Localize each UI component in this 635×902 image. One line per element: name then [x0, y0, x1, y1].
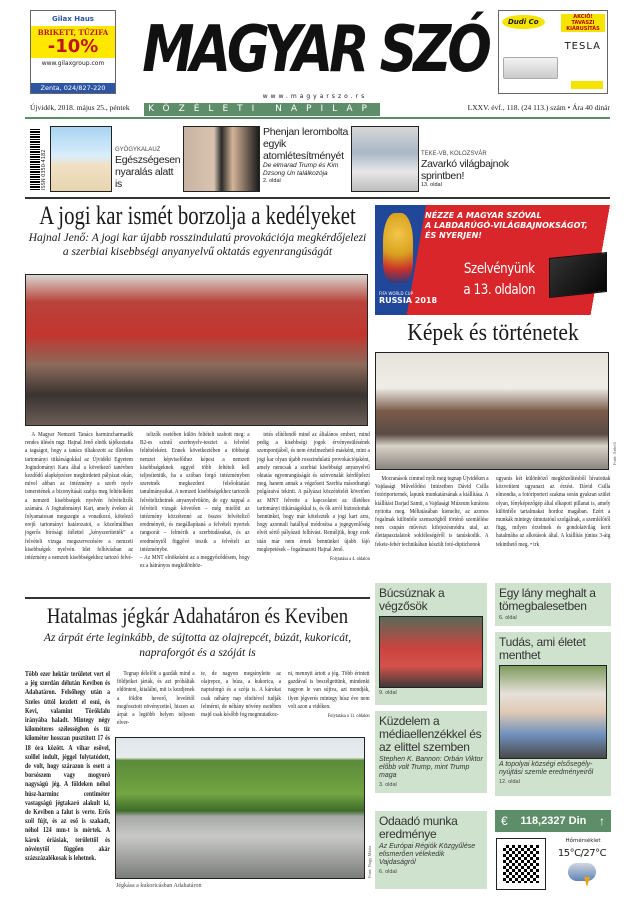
trump-kim-photo[interactable]	[183, 126, 260, 192]
bowling-photo[interactable]	[351, 126, 419, 192]
arrow-up-icon: ↑	[599, 814, 605, 828]
box-accident[interactable]	[495, 583, 611, 626]
worldcup-promo[interactable]	[375, 205, 611, 315]
stories-body-col1: Mocranások címmel nyílt meg tegnap Újvidéken a Vajdasági Művelődési Intézetben Dávid Csilla fotóriporternek, lapunk munkatársának a kiállítása. A kiállítást Darjad Samii, a Vajdasági Múzeum kurátora nyitotta meg. Méltatásában kiemelte, az azonos fogalmak különféle szemszögből történő szemlélése nem csupán művészi kifejezésmódra utal, az élettapasztalatok sokféleségéről is tanúskodik. A fekete-fehér technikában készült fotó-diptichonok	[375, 475, 489, 548]
barcode-text: ISSN 0350-4182	[41, 149, 47, 190]
stories-headline[interactable]: Képek és történetek	[407, 320, 579, 346]
masthead-url[interactable]: www.magyarszo.rs	[262, 93, 368, 100]
box-sub: Az Európai Régiók Közgyűlése elismerően vélekedik Vajdaságról	[379, 843, 476, 866]
box-page: 6. oldal	[379, 869, 397, 875]
worldcup-badge: FIFA WORLD CUP RUSSIA 2018	[379, 291, 438, 305]
ad-promo: AKCIÓ! TAVASZI KIÁRUSÍTÁS	[561, 14, 605, 32]
exhibition-photo[interactable]	[375, 352, 609, 470]
weather-temps: 15°C/27°C	[557, 848, 607, 859]
ad-contact: Zenta, 024/827-220	[31, 83, 115, 93]
ad-dudico[interactable]	[498, 10, 608, 94]
issue-info: LXXV. évf., 118. (24 113.) szám • Ára 40 dinár	[467, 103, 610, 112]
second-headline[interactable]: Hatalmas jégkár Adahatáron és Keviben	[46, 603, 349, 628]
barcode	[30, 128, 40, 190]
ad-brand-right: Dudi Co	[502, 15, 545, 29]
worldcup-trophy-icon	[383, 213, 413, 283]
ad-line1: BRIKETT, TŰZIFA	[37, 28, 109, 37]
dateline: Újvidék, 2018. május 25., péntek	[30, 103, 130, 112]
second-continued[interactable]: Folytatása a 11. oldalon	[327, 713, 370, 720]
stories-body-col2: ugyanis két különböző megközelítésből hívatottak közvetíteni ugyanazt az érzést. Dávid Csilla elmondta, a fotóriporteri szakma során gyakran szület olyan, fényképezőgép által elkapott pillanat is, amely különféle tartalmakat hordoz magában. Ezért a munkák mintegy útmutatóul szolgálnak, a szemlélőtől függ, milyen érzelmek és gondolatvilág kerít hatalmába az alkotások által. A kiállítás június 3-áig tekinthető meg. • trk	[496, 475, 611, 548]
box-page: 12. oldal	[499, 779, 520, 785]
teaser-page: 2. oldal	[263, 178, 281, 184]
ad-discount: -10%	[47, 36, 99, 57]
tv-icon	[549, 252, 607, 298]
ad-brand: Gilax Haus	[52, 15, 94, 23]
promo-headline: NÉZZE A MAGYAR SZÓVAL A LABDARÚGÓ-VILÁGBAJNOKSÁGOT, ÉS NYERJEN!	[425, 211, 588, 240]
ad-web: www.gilaxgroup.com	[41, 60, 105, 67]
beach-family-photo[interactable]	[50, 126, 112, 192]
ad-yellow	[31, 26, 115, 58]
ad-product: TESLA	[564, 41, 601, 52]
rate-value: 118,2327 Din	[520, 815, 587, 827]
lightning-icon	[584, 877, 590, 887]
qr-code[interactable]	[496, 838, 546, 890]
box-title: Odaadó munka eredménye	[379, 814, 458, 841]
ad-gilax[interactable]	[30, 10, 116, 94]
teaser-kicker: TEKE-VB, KOLOZSVÁR	[421, 151, 487, 157]
box-bannon[interactable]	[375, 711, 487, 793]
second-body-col3: te, de nagyon megsínylette az olajrepce, a búza, a kukorica, a napraforgó és a szója is. A károkat csak néhány nap elteltével tudják felmérni, de néhány növény esetében majd csak később fog megmutatkoz-	[201, 670, 281, 719]
teaser-title: Phenjan lerombolta egyik atomlétesítményét	[263, 126, 349, 162]
lead-continued[interactable]: Folytatása a 4. oldalon	[329, 556, 370, 563]
teaser-title: Egészségesen nyaralás alatt is	[115, 154, 181, 190]
teaser-pyongyang[interactable]	[263, 126, 349, 185]
box-title: Egy lány meghalt a tömegbalesetben	[499, 586, 596, 613]
teaser-bowling[interactable]	[421, 150, 531, 189]
masthead-title: MAGYAR SZÓ	[142, 13, 488, 87]
box-page: 3. oldal	[379, 782, 397, 788]
stories-credit: Fotó: Ardelli	[612, 441, 617, 465]
lead-body-col1: A Magyar Nemzeti Tanács harmincharmadik rendes ülésén mgr. Hajnal Jenő elnök tájékoztatta a tagságot, hogy a tanács tiltakozott az illetékes tartományi titkárságokkal az Újvidéki Egyetem Jogtudományi Kara által a következő tanévben kezdődő alapképzésre meghirdetett pályázat okán, mivel abban az intézmény a szerb nyelv ismeretének a bizonyítását szabja meg feltételként a nemzeti kisebbségek nyelvén felvételizők számára. A Jogtudományi Kart, amely éveken át folyamatosan megszegte a vonatkozó, kötelező erejű tartományi határozatot, a közelmúltban jogerős bírósági ítélettel „kényszerítették” a felvételi vizsga megszervezésére a nemzeti kisebbségek nyelvén. Idei felhívásban az intézmény a nemzeti kisebbségekhez tartozó felvé-	[25, 431, 133, 562]
air-conditioner-image	[503, 57, 558, 79]
box-page: 6. oldal	[499, 615, 517, 621]
storm-cloud-icon	[568, 863, 596, 881]
divider	[25, 197, 610, 199]
box-graduates[interactable]	[375, 583, 487, 705]
box-sub: Stephen K. Bannon: Orbán Viktor előbb volt Trump, mint Trump maga	[379, 756, 483, 779]
box-title: Tudás, ami életet menthet	[499, 635, 586, 662]
box-title: Küzdelem a médiaellenzékkel és az elittel szemben	[379, 714, 482, 754]
photo-credit: Fotó: Nagy Mária	[367, 845, 372, 878]
lead-subhead: Hajnal Jenő: A jogi kar újabb rosszindulatú provokációja megkérdőjelezi a szerbiai kisebbségi anyanyelvű oktatás egyenrangúságát	[28, 232, 367, 258]
second-body-col2: Tegnap délelőtt a gazdák mind a földjeiket járták, és azt próbálták eldönteni, kitalálni, mit is kezdjenek a földön heverő, levelétől megfosztott növényzettel, hiszen az árpát a legtöbb helyen teljesen elver-	[117, 670, 195, 727]
photo-caption: Jégkása a kukoricásban Adahatáron	[116, 883, 202, 889]
box-sub: A topolyai községi elsősegély-nyújtási szemle eredményeiről	[499, 761, 594, 776]
mnt-session-photo[interactable]	[25, 274, 368, 426]
teaser-kicker: GYÓGYKALAUZ	[115, 147, 161, 153]
teaser-page: 13. oldal	[421, 182, 442, 188]
hail-field-photo[interactable]	[115, 737, 365, 879]
exchange-rate	[495, 810, 611, 832]
second-subhead: Az árpát érte leginkább, de sújtotta az olajrepcét, búzát, kukoricát, napraforgót és a szóját is	[43, 632, 352, 659]
second-body-col1: Több ezer hektár területet vert el a jég szerdán délután Keviben és Adahatáron. Felsőhegy után a Szeles úttól kezdett el esni, és Kevi, valamint Törökfalu irányába haladt. Mintegy négy kilométeres szélességben és tíz kilométer hosszan pusztított 17 és 18 óra között. A vihar esővel, széllel indult, jéggel folytatódott, de volt, hogy szárazon is esett a borsószem vagy mogyoró nagyságú jég. A földeken néhol húsz-harminc centiméter vastagságú jégtakaró alakult ki, de Keviben a falut is verte. Erős szél fújt, és az eső is szakadt, néhol 124 mm-t is mértek. A károk óriásiak, területtől és növénytől függően akár százszázalékosak is lehetnek.	[25, 671, 110, 863]
weather-label: Hőmérséklet	[565, 838, 601, 844]
box-first-aid[interactable]	[495, 632, 611, 796]
lead-body-col3: tetés elítélendő mind az általános emberi, mind pedig a kisebbségi jogok érvényesülésének szempontjából, és nem értelmezhető másként, mint a jogi kar olyan újabb rosszindulatú provokációjaként, amely nemcsak a szerbiai kisebbségi anyanyelvű oktatás egyenrangúságát és színvonalát kérdőjelezi meg, hanem annak a végzőseit Szerbia másodrangú polgáraivá tekinti. A pályázat közzétételét követően az MNT felvette a kapcsolatot az illetékes tartományi titkárságokkal is, és ők arról biztosítottak bennünket, hogy már kötelezték a jogi kart arra, hogy azonnali hatállyal módosítsa a jogegyenlőség elvét sértő pályázati felhívást. Reméljük, hogy ezek után már nem érnek bennünket újabb fájó meglepetések – fogalmazott Hajnal Jenő. Folytatása a 4. oldalon	[257, 431, 370, 563]
teaser-health[interactable]	[115, 146, 181, 190]
teaser-sub: De elmarad Trump és Kim Dzsong Un találkozója	[263, 162, 339, 177]
promo-cta: Szelvényünk a 13. oldalon	[463, 261, 536, 298]
divider	[25, 117, 610, 119]
second-body-col4: ni, mennyit ártott a jég. Több érintett gazdával is beszélgettünk, mindenki nagyon le van sújtva, azt mondják, ilyen jégverés mintegy húsz éve nem volt azon a vidéken. Folytatása a 11. oldalon	[288, 670, 370, 720]
lead-headline[interactable]: A jogi kar ismét borzolja a kedélyeket	[39, 201, 356, 230]
tagline-bar	[144, 103, 380, 116]
box-page: 9. oldal	[379, 690, 397, 696]
teaser-title: Zavarkó világbajnok sprintben!	[421, 158, 509, 182]
box-title: Búcsúznak a végzősök	[379, 586, 445, 613]
graduates-photo	[379, 616, 483, 688]
lead-body-col2: telizők esetében külön feltételt szabott meg: a B2-es szintű szerbnyelv-tesztet a felvétel feltételeként. Ennek következtében a többségi nemzet képviselőihez képest a nemzeti kisebbségeknek eggyel több feltételt kell teljesíteniük, ha a szóban forgó intézményben szeretnék megkezdeni felsőoktatási tanulmányaikat. A nemzeti kisebbségekhez tartozók felvételizhetnek anyanyelvükön, de egy nappal a felvételi vizsgát követően – még mielőtt az intézmény közzétenné az összes felvételiző eredményét, és megállapítaná a felvételt nyertek rangsorát – felmérik a szerbtudásukat, és az eredménytől függővé teszik a felvételt az intézménybe. – Az MNT elnökeként az a meggyőződésem, hogy ez a hátrányos megkülönböz-	[140, 431, 250, 570]
box-regions[interactable]	[375, 811, 487, 889]
divider	[25, 597, 370, 599]
first-aid-photo	[499, 665, 607, 759]
tagline: KÖZÉLETI NAPILAP	[148, 104, 376, 114]
ad-logo-strip	[571, 81, 603, 89]
euro-icon: €	[501, 814, 508, 828]
